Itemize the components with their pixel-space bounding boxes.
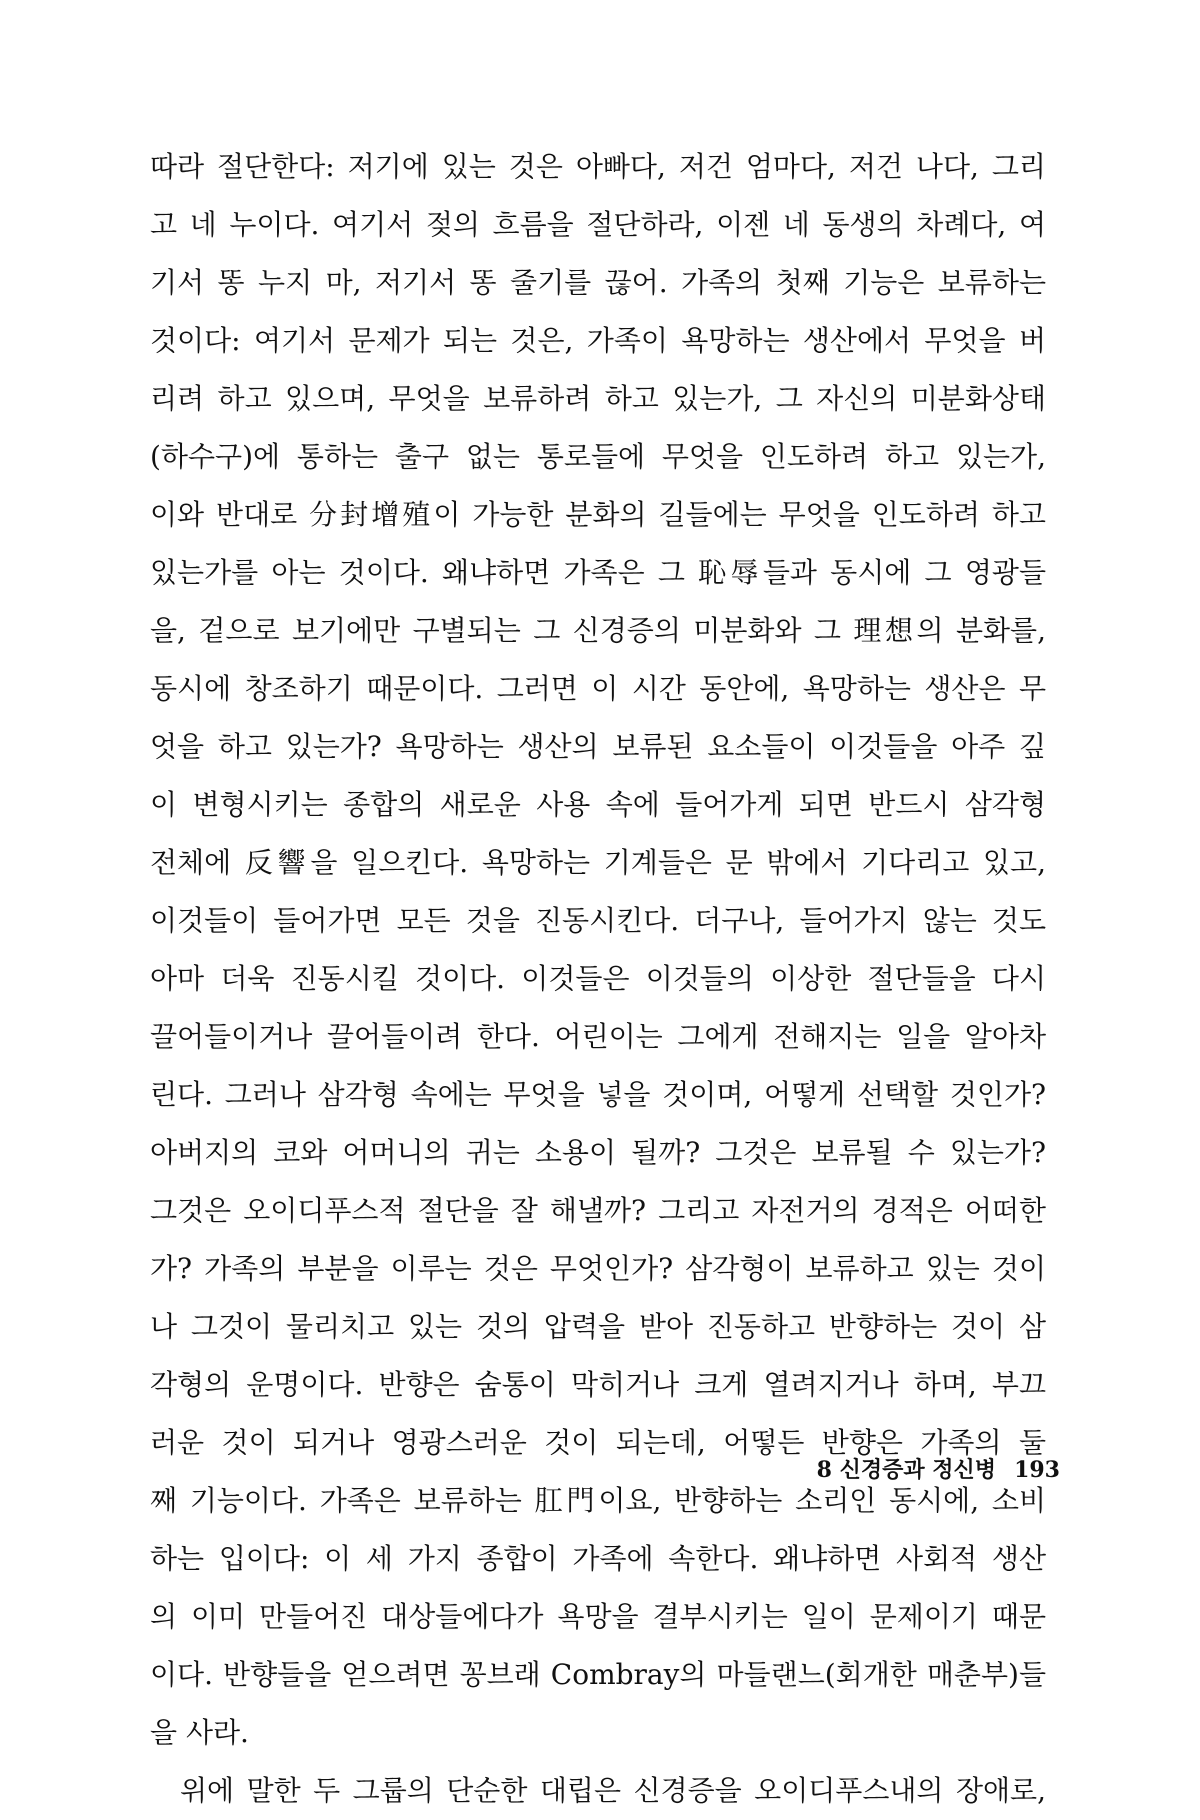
text-line: 린다. 그러나 삼각형 속에는 무엇을 넣을 것이며, 어떻게 선택할 것인가?: [150, 1078, 1046, 1111]
running-footer: [660, 1450, 1060, 1490]
text-line: 각형의 운명이다. 반향은 숨통이 막히거나 크게 열려지거나 하며, 부끄: [150, 1368, 1046, 1401]
text-line: (하수구)에 통하는 출구 없는 통로들에 무엇을 인도하려 하고 있는가,: [150, 440, 1046, 473]
text-line: 아버지의 코와 어머니의 귀는 소용이 될까? 그것은 보류될 수 있는가?: [150, 1136, 1046, 1169]
text-line: 이와 반대로 分封增殖이 가능한 분화의 길들에는 무엇을 인도하려 하고: [150, 498, 1046, 531]
text-line: 이것들이 들어가면 모든 것을 진동시킨다. 더구나, 들어가지 않는 것도: [150, 904, 1046, 937]
text-line: 의 이미 만들어진 대상들에다가 욕망을 결부시키는 일이 문제이기 때문: [150, 1600, 1046, 1633]
text-line: 있는가를 아는 것이다. 왜냐하면 가족은 그 恥辱들과 동시에 그 영광들: [150, 556, 1046, 589]
text-line: 러운 것이 되거나 영광스러운 것이 되는데, 어떻든 반향은 가족의 둘: [150, 1426, 1046, 1459]
text-line: 동시에 창조하기 때문이다. 그러면 이 시간 동안에, 욕망하는 생산은 무: [150, 672, 1046, 705]
text-line: 하는 입이다: 이 세 가지 종합이 가족에 속한다. 왜냐하면 사회적 생산: [150, 1542, 1046, 1575]
text-line: 째 기능이다. 가족은 보류하는 肛門이요, 반향하는 소리인 동시에, 소비: [150, 1484, 1046, 1517]
text-line: 을 사라.: [150, 1716, 249, 1749]
paragraph-1: [150, 138, 1046, 1762]
text-line: 것이다: 여기서 문제가 되는 것은, 가족이 욕망하는 생산에서 무엇을 버: [150, 324, 1046, 357]
text-line: 이다. 반향들을 얻으려면 꽁브래 Combray의 마들랜느(회개한 매춘부)들: [150, 1658, 1046, 1691]
text-line: 기서 똥 누지 마, 저기서 똥 줄기를 끊어. 가족의 첫째 기능은 보류하는: [150, 266, 1046, 299]
body-text: [150, 138, 1046, 1820]
text-line: 나 그것이 물리치고 있는 것의 압력을 받아 진동하고 반향하는 것이 삼: [150, 1310, 1046, 1343]
text-line: 위에 말한 두 그룹의 단순한 대립은 신경증을 오이디푸스내의 장애로,: [180, 1774, 1046, 1807]
text-line: 을, 겉으로 보기에만 구별되는 그 신경증의 미분화와 그 理想의 분화를,: [150, 614, 1046, 647]
text-line: 전체에 反響을 일으킨다. 욕망하는 기계들은 문 밖에서 기다리고 있고,: [150, 846, 1046, 879]
text-line: 이 변형시키는 종합의 새로운 사용 속에 들어가게 되면 반드시 삼각형: [150, 788, 1046, 821]
chapter-title: 8 신경증과 정신병: [816, 1457, 997, 1483]
text-line: 엇을 하고 있는가? 욕망하는 생산의 보류된 요소들이 이것들을 아주 깊: [150, 730, 1046, 763]
paragraph-2: [150, 1762, 1046, 1820]
text-line: 끌어들이거나 끌어들이려 한다. 어린이는 그에게 전해지는 일을 알아차: [150, 1020, 1046, 1053]
text-line: 리려 하고 있으며, 무엇을 보류하려 하고 있는가, 그 자신의 미분화상태: [150, 382, 1046, 415]
text-line: 아마 더욱 진동시킬 것이다. 이것들은 이것들의 이상한 절단들을 다시: [150, 962, 1046, 995]
text-line: 고 네 누이다. 여기서 젖의 흐름을 절단하라, 이젠 네 동생의 차례다, 여: [150, 208, 1046, 241]
text-line: 그것은 오이디푸스적 절단을 잘 해낼까? 그리고 자전거의 경적은 어떠한: [150, 1194, 1046, 1227]
text-line: 가? 가족의 부분을 이루는 것은 무엇인가? 삼각형이 보류하고 있는 것이: [150, 1252, 1046, 1285]
text-line: 따라 절단한다: 저기에 있는 것은 아빠다, 저건 엄마다, 저건 나다, 그리: [150, 150, 1046, 183]
page-number: 193: [1014, 1457, 1060, 1483]
